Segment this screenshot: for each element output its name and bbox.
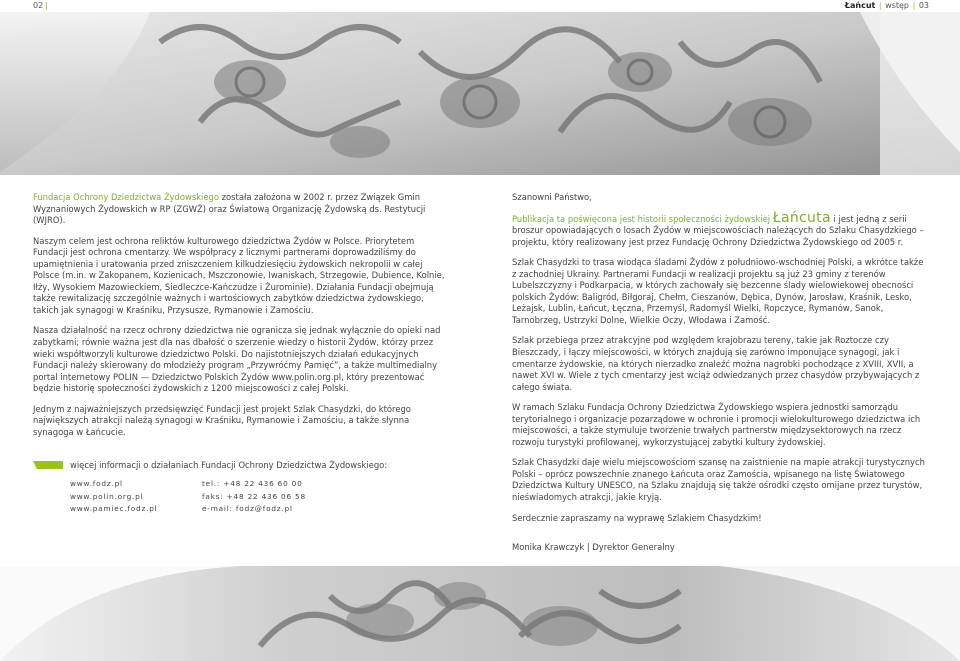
contact-row [70,491,306,504]
town-name: Łańcuta [772,209,831,226]
page-number: 02 [33,1,44,10]
contact-list [70,478,306,516]
more-info-label: więcej informacji o działaniach Fundacji Ochrony Dziedzictwa Żydowskiego: [70,460,388,470]
running-title-town: Łańcut [844,1,876,10]
phone-number: tel.: +48 22 436 60 00 [202,479,303,488]
contact-row [70,478,306,491]
website-link[interactable]: www.fodz.pl [70,479,123,488]
right-column [512,192,928,563]
green-tag-marker [33,461,63,469]
invitation-paragraph: Serdecznie zapraszamy na wyprawę Szlakiem Chasydzkim! [512,512,762,523]
fax-number: faks: +48 22 436 06 58 [202,491,306,501]
hasidic-route-paragraph: Jednym z najważniejszych przedsięwzięć Fundacji jest projekt Szlak Chasydzki, do którego największych atrakcji należą synagogi w Kraśniku, Rymanowie i Zamościu, a także słynna synagoga w Łańcucie. [33,403,411,437]
running-title: Łańcut | wstęp | 03 [844,1,929,10]
website-link[interactable]: www.pamiec.fodz.pl [70,504,158,513]
email-address[interactable]: e-mail: fodz@fodz.pl [202,504,293,513]
foundation-name: Fundacja Ochrony Dziedzictwa Żydowskiego [33,192,219,202]
ornament-photo-top [0,12,960,175]
left-column [33,192,449,447]
foundation-intro-paragraph [33,192,449,227]
page-header [0,0,960,12]
education-paragraph: Nasza działalność na rzecz ochrony dziedzictwa nie ogranicza się jednak wyłącznie do opieki nad zabytkami; równie ważna jest dla nas dbałość o szerzenie wiedzy o historii Żydów, którzy przez wieki współtworzyli kulturowe dziedzictwo Polski. Do najistotniejszych działań edukacyjnych Fundacji należy skierowany do młodzieży program „Przywróćmy Pamięć”, a także multimedialny portal internetowy POLIN — Dziedzictwo Polskich Żydów www.polin.org.pl, który prezentować będzie historię społeczności żydowskich z 1200 miejscowości z całej Polski. [33,325,441,394]
running-title-section: wstęp [885,1,910,10]
publication-intro-highlight: Publikacja ta poświęcona jest historii społeczności żydowskiej [512,213,773,224]
ornament-photo-bottom [0,566,960,661]
signature: Monika Krawczyk | Dyrektor Generalny [512,542,675,553]
page-number-right: 03 [918,1,929,10]
publication-intro-text: i jest jedną z serii broszur opowiadających o losach Żydów w miejscowościach należących do Szlaku Chasydzkiego – projektu, który realizowany jest przez Fundację Ochrony Dziedzictwa Żydowskiego od 2005 r. [512,213,924,247]
route-landscape-paragraph: Szlak przebiega przez atrakcyjne pod względem krajobrazu tereny, takie jak Roztocze czy Bieszczady, i łączy miejscowości, w których znajdują się zarówno imponujące synagogi, jak i cmentarze żydowskie, na których nierzadko znaleźć można nagrobki pochodzące z XVIII, XVII, a nawet XVI w. Wiele z tych cmentarzy jest wciąż odwiedzanych przez chasydów przybywających z całego świata. [512,335,920,392]
publication-intro-paragraph [512,209,928,249]
page-number-left: 02 | [33,1,48,10]
route-description-paragraph: Szlak Chasydzki to trasa wiodąca śladami Żydów z południowo-wschodniej Polski, a wkrótce także z zachodniej Ukrainy. Partnerami Fundacji w realizacji projektu są już 23 gminy z terenów Lubelszczyzny i Podkarpacia, w których zachowały się bezcenne ślady wielowiekowej obecności polskich Żydów: Baligród, Biłgoraj, Chełm, Cieszanów, Dębica, Dynów, Jarosław, Kraśnik, Lesko, Leżajsk, Lublin, Łańcut, Łęczna, Przemyśl, Radomyśl Wielki, Ropczyce, Rymanów, Sanok, Tarnobrzeg, Ustrzyki Dolne, Wielkie Oczy, Włodawa i Zamość. [512,257,924,325]
foundation-intro-text: została założona w 2002 r. przez Związek Gmin Wyznaniowych Żydowskich w RP (ZGWŻ) oraz Światową Organizację Żydowską ds. Restytucji (WJRO). [33,192,426,226]
route-opportunity-paragraph: Szlak Chasydzki daje wielu miejscowościom szansę na zaistnienie na mapie atrakcji turystycznych Polski – oprócz powszechnie znanego Łańcuta oraz Zamościa, wpisanego na listę Światowego Dziedzictwa Kultury UNESCO, na Szlaku znajdują się także ośrodki często omijane przez turystów, nieświadomych atrakcji, jakie kryją. [512,457,925,503]
website-link[interactable]: www.polin.org.pl [70,491,144,501]
greeting: Szanowni Państwo, [512,192,592,202]
route-support-paragraph: W ramach Szlaku Fundacja Ochrony Dziedzictwa Żydowskiego wspiera jednostki samorządu terytorialnego i organizacje pozarządowe w ochronie i promocji wielokulturowego dziedzictwa ich miejscowości, a także stymuluje tworzenie trwałych partnerstw międzysektorowych na rzecz rozwoju turystyki profilowanej, wykorzystującej zabytki kultury żydowskiej. [512,402,921,447]
mission-paragraph: Naszym celem jest ochrona reliktów kulturowego dziedzictwa Żydów w Polsce. Priorytetem Fundacji jest ochrona cmentarzy. We współpracy z licznymi partnerami doprowadziliśmy do upamiętnienia i uratowania przed zniszczeniem kilkudziesięciu żydowskich nekropolii w całej Polsce (m.in. w Zakopanem, Kozienicach, Mszczonowie, Iwaniskach, Strzegowie, Dubience, Kolnie, Iłży, Wysokiem Mazowieckiem, Siedleczce-Kańczudze i Żurominie). Działania Fundacji obejmują także rewitalizację szczególnie ważnych i wartościowych zabytków dziedzictwa żydowskiego, takich jak synagogi w Kraśniku, Przysusze, Rymanowie i Zamościu. [33,235,445,315]
contact-row [70,503,306,516]
